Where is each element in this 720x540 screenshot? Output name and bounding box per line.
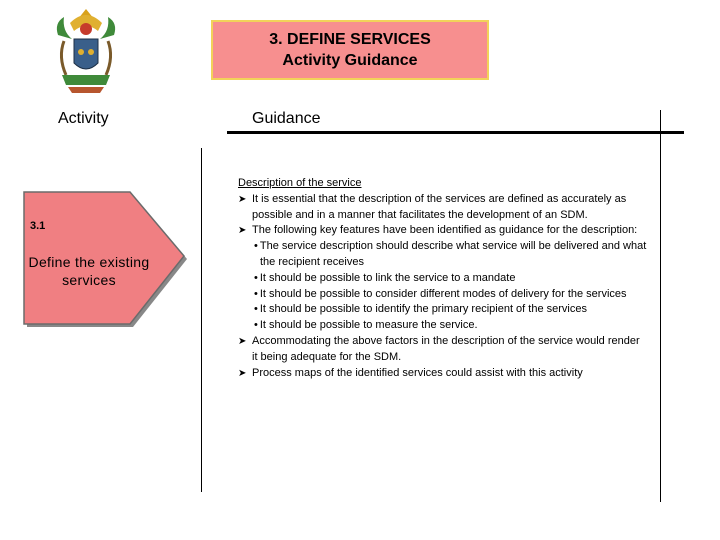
dot-bullet-icon: • bbox=[254, 319, 258, 332]
arrow-bullet-icon: ➤ bbox=[238, 225, 247, 237]
guidance-bullet: ➤ It is essential that the description of the services are defined as accurately as possible and in a manner that facilitates the development of an SDM. bbox=[238, 192, 627, 221]
header-divider bbox=[227, 131, 684, 134]
guidance-sub-bullet: • It should be possible to measure the service. bbox=[254, 319, 478, 332]
dot-bullet-icon: • bbox=[254, 303, 258, 316]
guidance-sub-bullet: • It should be possible to link the service to a mandate bbox=[254, 271, 516, 284]
activity-column-header: Activity bbox=[58, 110, 109, 127]
page-subtitle: Activity Guidance bbox=[282, 52, 418, 69]
dot-bullet-icon: • bbox=[254, 287, 258, 300]
arrow-bullet-icon: ➤ bbox=[238, 193, 247, 205]
guidance-title: Description of the service bbox=[238, 177, 362, 189]
guidance-sub-bullet: • It should be possible to consider different modes of delivery for the services bbox=[254, 287, 627, 300]
left-column-divider bbox=[201, 148, 202, 492]
title-box bbox=[211, 20, 489, 80]
step-number: 3.1 bbox=[30, 220, 46, 232]
dot-bullet-icon: • bbox=[254, 240, 258, 253]
guidance-column-header: Guidance bbox=[252, 110, 321, 127]
page-title: 3. DEFINE SERVICES bbox=[269, 31, 431, 48]
guidance-bullet: ➤ The following key features have been identified as guidance for the description: bbox=[238, 223, 648, 239]
arrow-bullet-icon: ➤ bbox=[238, 335, 247, 347]
coat-of-arms-icon bbox=[50, 5, 122, 97]
guidance-bullet: ➤ Process maps of the identified services could assist with this activity bbox=[238, 366, 648, 382]
arrow-bullet-icon: ➤ bbox=[238, 367, 247, 379]
guidance-text bbox=[238, 176, 648, 381]
guidance-sub-bullet: • The service description should describe what service will be delivered and what the recipient receives bbox=[254, 240, 647, 268]
guidance-sub-bullet: • It should be possible to identify the primary recipient of the services bbox=[254, 303, 587, 316]
right-column-divider bbox=[660, 110, 661, 502]
dot-bullet-icon: • bbox=[254, 271, 258, 284]
guidance-bullet: ➤ Accommodating the above factors in the description of the service would render it being adequate for the SDM. bbox=[238, 334, 640, 363]
step-label: Define the existing services bbox=[28, 254, 150, 288]
